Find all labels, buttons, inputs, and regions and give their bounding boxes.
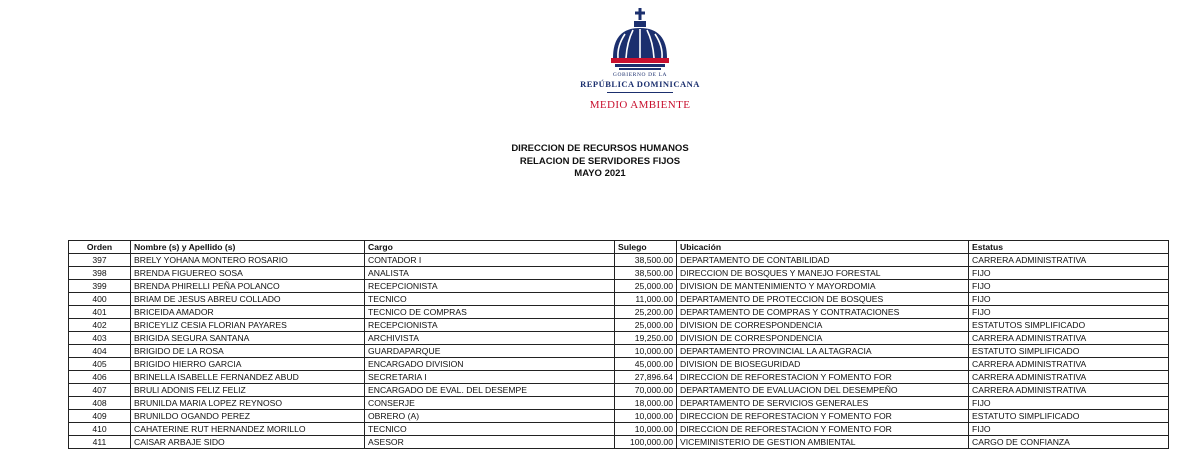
cell-ubicacion: DIVISION DE CORRESPONDENCIA: [677, 332, 969, 345]
department-title: DIRECCION DE RECURSOS HUMANOS: [511, 143, 689, 154]
table-row: [69, 358, 1169, 371]
cell-nombre: CAISAR ARBAJE SIDO: [131, 436, 365, 449]
cell-nombre: BRUNILDO OGANDO PEREZ: [131, 410, 365, 423]
cell-sueldo: 25,200.00: [615, 306, 677, 319]
cell-nombre: BRENDA FIGUEREO SOSA: [131, 267, 365, 280]
cell-orden: 409: [69, 410, 131, 423]
cell-nombre: BRUNILDA MARIA LOPEZ REYNOSO: [131, 397, 365, 410]
table-row: [69, 319, 1169, 332]
cell-ubicacion: DEPARTAMENTO DE COMPRAS Y CONTRATACIONES: [677, 306, 969, 319]
cell-orden: 400: [69, 293, 131, 306]
cell-sueldo: 45,000.00: [615, 358, 677, 371]
cell-nombre: BRICEYLIZ CESIA FLORIAN PAYARES: [131, 319, 365, 332]
table-row: [69, 436, 1169, 449]
cell-nombre: CAHATERINE RUT HERNANDEZ MORILLO: [131, 423, 365, 436]
cell-sueldo: 18,000.00: [615, 397, 677, 410]
cell-sueldo: 19,250.00: [615, 332, 677, 345]
cell-orden: 404: [69, 345, 131, 358]
cell-orden: 401: [69, 306, 131, 319]
cell-ubicacion: DEPARTAMENTO DE SERVICIOS GENERALES: [677, 397, 969, 410]
cell-orden: 411: [69, 436, 131, 449]
logo-republic-text: REPÚBLICA DOMINICANA: [580, 79, 700, 89]
logo-ministry-text: MEDIO AMBIENTE: [589, 99, 691, 111]
cell-ubicacion: DIVISION DE CORRESPONDENCIA: [677, 319, 969, 332]
table-row: [69, 254, 1169, 267]
report-title: RELACION DE SERVIDORES FIJOS: [519, 155, 681, 167]
logo-divider: [607, 92, 673, 93]
cell-nombre: BRIGIDO DE LA ROSA: [131, 345, 365, 358]
cell-ubicacion: DEPARTAMENTO DE CONTABILIDAD: [677, 254, 969, 267]
cell-cargo: ARCHIVISTA: [365, 332, 615, 345]
cell-cargo: TECNICO DE COMPRAS: [365, 306, 615, 319]
table-row: [69, 384, 1169, 397]
employee-table: [68, 240, 1169, 449]
ministry-logo: [560, 6, 720, 116]
cell-cargo: TECNICO: [365, 293, 615, 306]
column-header-cargo: Cargo: [365, 241, 615, 254]
cell-estatus: FIJO: [969, 293, 1169, 306]
cell-orden: 399: [69, 280, 131, 293]
cell-ubicacion: DIVISION DE MANTENIMIENTO Y MAYORDOMIA: [677, 280, 969, 293]
column-header-sueldo: Sulego: [615, 241, 677, 254]
cell-ubicacion: DIVISION DE BIOSEGURIDAD: [677, 358, 969, 371]
cell-ubicacion: DEPARTAMENTO DE EVALUACION DEL DESEMPEÑO: [677, 384, 969, 397]
cell-cargo: RECEPCIONISTA: [365, 319, 615, 332]
cell-sueldo: 27,896.64: [615, 371, 677, 384]
cell-nombre: BRELY YOHANA MONTERO ROSARIO: [131, 254, 365, 267]
cell-sueldo: 25,000.00: [615, 319, 677, 332]
report-period: MAYO 2021: [574, 168, 626, 179]
cell-estatus: FIJO: [969, 423, 1169, 436]
cell-estatus: ESTATUTO SIMPLIFICADO: [969, 345, 1169, 358]
cell-sueldo: 11,000.00: [615, 293, 677, 306]
document-titles: [0, 143, 1200, 181]
cell-cargo: ANALISTA: [365, 267, 615, 280]
cell-cargo: CONTADOR I: [365, 254, 615, 267]
cell-sueldo: 25,000.00: [615, 280, 677, 293]
cell-sueldo: 10,000.00: [615, 345, 677, 358]
cell-orden: 408: [69, 397, 131, 410]
cell-ubicacion: DIRECCION DE BOSQUES Y MANEJO FORESTAL: [677, 267, 969, 280]
column-header-orden: Orden: [69, 241, 131, 254]
cell-cargo: TECNICO: [365, 423, 615, 436]
cell-cargo: GUARDAPARQUE: [365, 345, 615, 358]
cell-estatus: CARRERA ADMINISTRATIVA: [969, 371, 1169, 384]
cell-estatus: CARRERA ADMINISTRATIVA: [969, 332, 1169, 345]
cell-nombre: BRIGIDO HIERRO GARCIA: [131, 358, 365, 371]
cell-nombre: BRINELLA ISABELLE FERNANDEZ ABUD: [131, 371, 365, 384]
cell-estatus: CARRERA ADMINISTRATIVA: [969, 254, 1169, 267]
cell-orden: 407: [69, 384, 131, 397]
cell-orden: 397: [69, 254, 131, 267]
cell-ubicacion: DIRECCION DE REFORESTACION Y FOMENTO FOR: [677, 423, 969, 436]
cell-cargo: SECRETARIA I: [365, 371, 615, 384]
cell-cargo: ENCARGADO DIVISION: [365, 358, 615, 371]
table-row: [69, 345, 1169, 358]
cell-cargo: CONSERJE: [365, 397, 615, 410]
cell-sueldo: 10,000.00: [615, 410, 677, 423]
cell-ubicacion: DEPARTAMENTO DE PROTECCION DE BOSQUES: [677, 293, 969, 306]
table-row: [69, 332, 1169, 345]
cell-orden: 405: [69, 358, 131, 371]
column-header-estatus: Estatus: [969, 241, 1169, 254]
cell-cargo: ENCARGADO DE EVAL. DEL DESEMPE: [365, 384, 615, 397]
cell-estatus: CARRERA ADMINISTRATIVA: [969, 384, 1169, 397]
cell-ubicacion: DIRECCION DE REFORESTACION Y FOMENTO FOR: [677, 371, 969, 384]
cell-estatus: FIJO: [969, 280, 1169, 293]
cell-nombre: BRENDA PHIRELLI PEÑA POLANCO: [131, 280, 365, 293]
cell-nombre: BRIGIDA SEGURA SANTANA: [131, 332, 365, 345]
cell-orden: 410: [69, 423, 131, 436]
cell-nombre: BRULI ADONIS FELIZ FELIZ: [131, 384, 365, 397]
cell-nombre: BRIAM DE JESUS ABREU COLLADO: [131, 293, 365, 306]
table-row: [69, 280, 1169, 293]
cell-orden: 406: [69, 371, 131, 384]
table-row: [69, 410, 1169, 423]
cell-sueldo: 70,000.00: [615, 384, 677, 397]
cell-cargo: ASESOR: [365, 436, 615, 449]
cell-orden: 398: [69, 267, 131, 280]
column-header-ubicacion: Ubicación: [677, 241, 969, 254]
cell-sueldo: 100,000.00: [615, 436, 677, 449]
cell-estatus: FIJO: [969, 306, 1169, 319]
cell-nombre: BRICEIDA AMADOR: [131, 306, 365, 319]
cell-sueldo: 38,500.00: [615, 254, 677, 267]
table-row: [69, 293, 1169, 306]
cell-orden: 402: [69, 319, 131, 332]
cell-estatus: ESTATUTOS SIMPLIFICADO: [969, 319, 1169, 332]
table-header-row: [69, 241, 1169, 254]
table-row: [69, 397, 1169, 410]
table-row: [69, 306, 1169, 319]
cell-ubicacion: DIRECCION DE REFORESTACION Y FOMENTO FOR: [677, 410, 969, 423]
cell-sueldo: 10,000.00: [615, 423, 677, 436]
cell-orden: 403: [69, 332, 131, 345]
cell-sueldo: 38,500.00: [615, 267, 677, 280]
cell-estatus: CARRERA ADMINISTRATIVA: [969, 358, 1169, 371]
cell-cargo: OBRERO (A): [365, 410, 615, 423]
cell-estatus: FIJO: [969, 397, 1169, 410]
dome-emblem-icon: [605, 6, 675, 74]
column-header-nombre: Nombre (s) y Apellido (s): [131, 241, 365, 254]
cell-ubicacion: VICEMINISTERIO DE GESTION AMBIENTAL: [677, 436, 969, 449]
cell-estatus: ESTATUTO SIMPLIFICADO: [969, 410, 1169, 423]
table-row: [69, 267, 1169, 280]
cell-estatus: CARGO DE CONFIANZA: [969, 436, 1169, 449]
table-row: [69, 423, 1169, 436]
logo-government-text: GOBIERNO DE LA: [612, 72, 668, 78]
cell-cargo: RECEPCIONISTA: [365, 280, 615, 293]
cell-estatus: FIJO: [969, 267, 1169, 280]
cell-ubicacion: DEPARTAMENTO PROVINCIAL LA ALTAGRACIA: [677, 345, 969, 358]
table-row: [69, 371, 1169, 384]
